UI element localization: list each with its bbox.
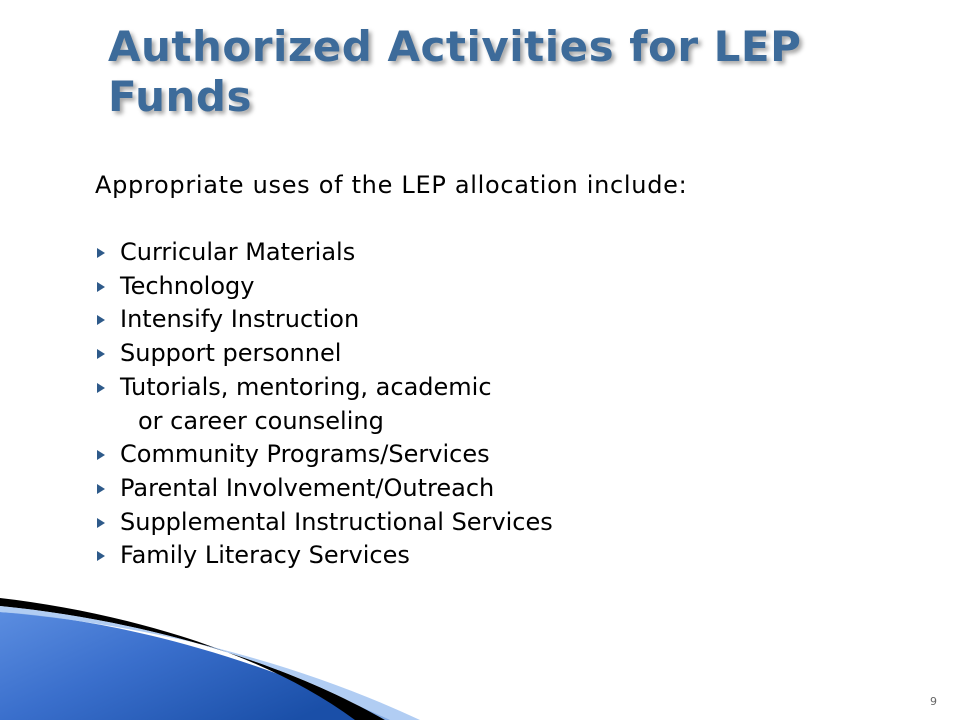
slide-title: Authorized Activities for LEP Funds	[108, 22, 802, 121]
list-item-text: Parental Involvement/Outreach	[120, 473, 495, 502]
list-item-continuation: or career counseling	[138, 406, 384, 435]
list-item-text: Curricular Materials	[120, 238, 356, 266]
list-item-text: Family Literacy Services	[120, 541, 410, 570]
intro-text: Appropriate uses of the LEP allocation include:	[95, 171, 688, 199]
list-item-text: Intensify Instruction	[120, 305, 360, 334]
list-item-text: Technology	[120, 271, 255, 300]
list-item-text: Community Programs/Services	[120, 440, 490, 469]
list-item-text: Tutorials, mentoring, academic	[120, 372, 492, 401]
list-item-text: Supplemental Instructional Services	[120, 507, 553, 536]
list-item-text: Support personnel	[120, 339, 342, 368]
page-number: 9	[930, 695, 937, 708]
